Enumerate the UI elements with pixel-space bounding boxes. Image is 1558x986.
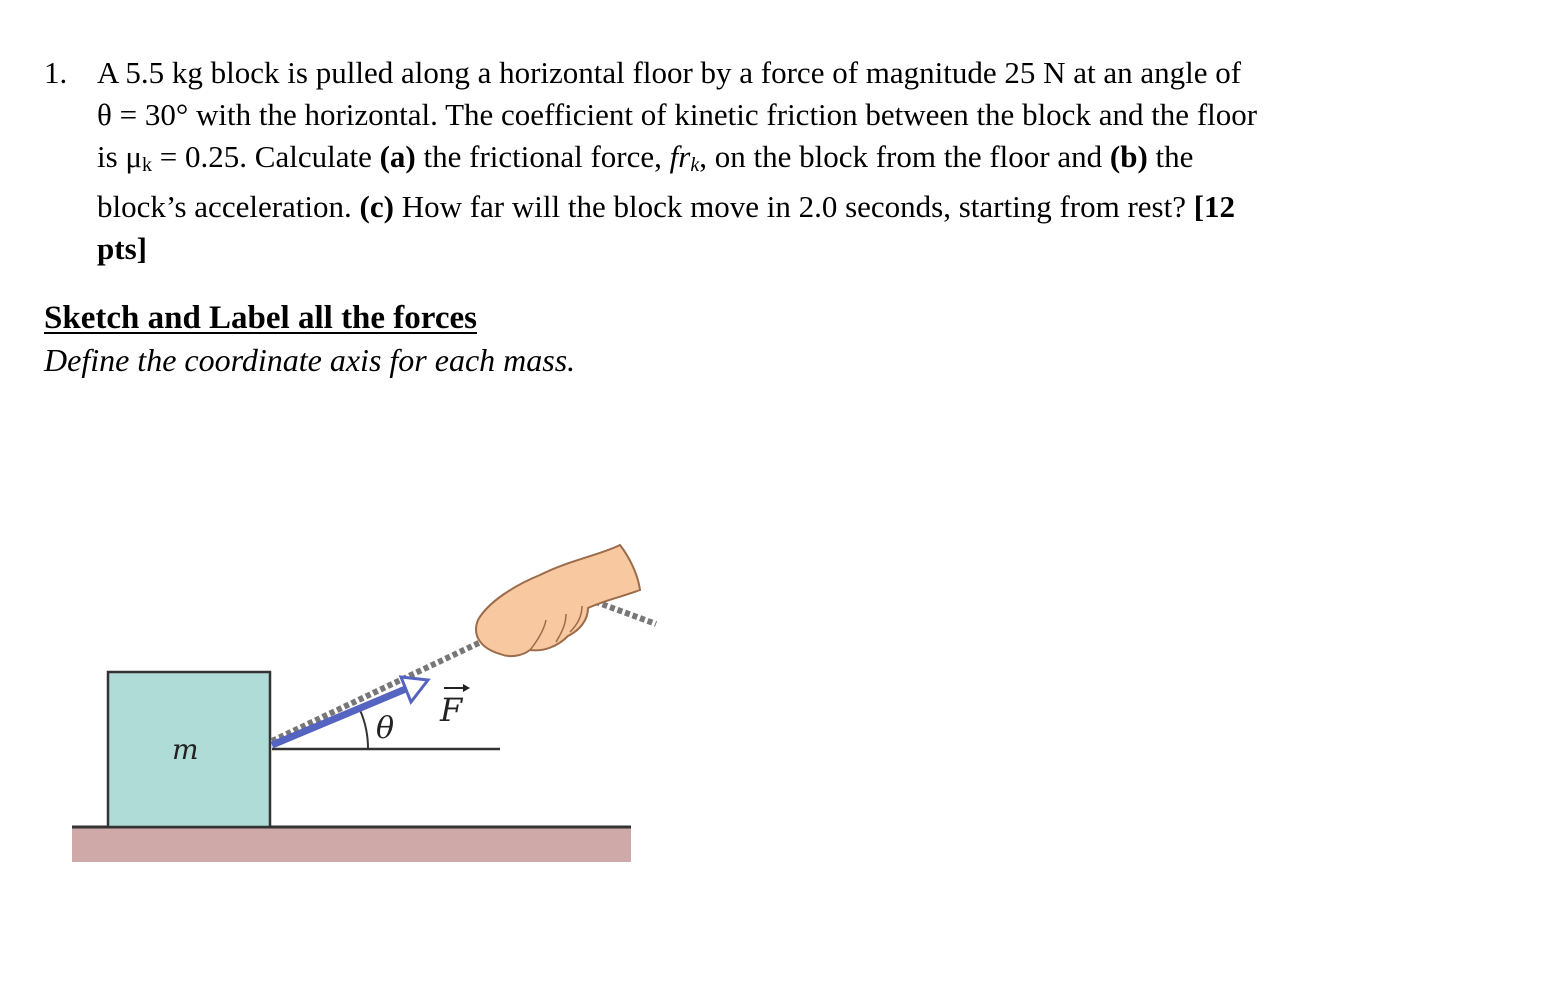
instruction-text: Define the coordinate axis for each mass. [44,342,576,378]
text-segment: block’s acceleration. [97,189,360,224]
problem-line-5 [97,228,1424,270]
problem-body [97,52,1424,270]
part-a-label: (a) [379,139,416,174]
hand [476,545,640,656]
points-close: pts] [97,231,147,266]
force-label: F [440,691,463,729]
part-b-label: (b) [1109,139,1148,174]
angle-arc [360,710,368,749]
problem-number: 1. [44,55,68,90]
problem-line-3 [97,136,1424,186]
mass-label: m [172,733,199,766]
sketch-heading: Sketch and Label all the forces [44,300,477,336]
points-open: [12 [1193,189,1236,224]
text-segment: is μ [97,139,143,174]
text-segment: the frictional force, [415,139,670,174]
text-segment: the [1147,139,1194,174]
mu-subscript: k [142,154,153,176]
friction-subscript: k [690,154,700,176]
force-arrowhead [401,677,428,702]
part-c-label: (c) [359,189,394,224]
force-vector-bar-head [463,684,470,692]
angle-label: θ [376,711,395,746]
friction-symbol: fr [669,139,691,174]
problem-statement [44,52,1424,270]
text-segment: , on the block from the floor and [699,139,1110,174]
problem-line-1: A 5.5 kg block is pulled along a horizontal floor by a force of magnitude 25 N at an angle of [97,55,1242,90]
problem-line-4 [97,186,1424,228]
text-segment: = 0.25. Calculate [152,139,380,174]
text-segment: How far will the block move in 2.0 seconds, starting from rest? [393,189,1194,224]
problem-line-2: θ = 30° with the horizontal. The coefficient of kinetic friction between the block and the floor [97,97,1258,132]
floor [72,827,631,862]
force-diagram [60,530,680,875]
